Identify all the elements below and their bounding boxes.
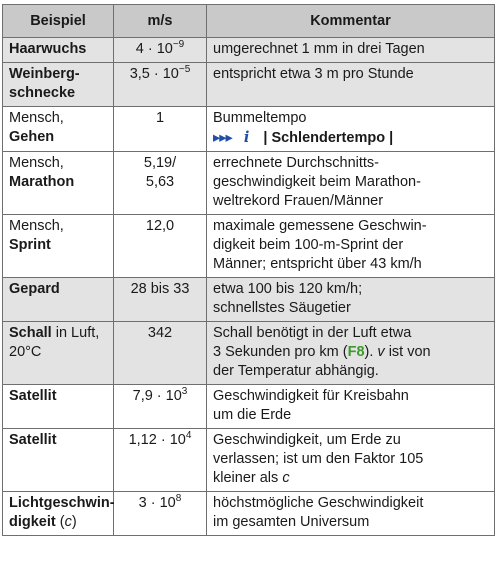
row-name: Satellit — [3, 429, 114, 492]
header-beispiel: Beispiel — [3, 5, 114, 38]
speed-table — [2, 4, 495, 536]
reference-link-f8[interactable]: F8 — [347, 344, 365, 360]
table-row — [3, 63, 495, 107]
row-value: $3,5 \cdot 10^{-5}$ — [114, 63, 207, 107]
row-comment: errechnete Durchschnitts- geschwindigkeit beim Marathon- weltrekord Frauen/Männer — [207, 152, 495, 215]
row-value: $3 \cdot 10^8$ — [114, 492, 207, 536]
row-comment: etwa 100 bis 120 km/h; schnellstes Säugetier — [207, 278, 495, 322]
row-name: Mensch, Marathon — [3, 152, 114, 215]
table-row — [3, 107, 495, 152]
header-kommentar: Kommentar — [207, 5, 495, 38]
row-name: Schall in Luft, 20°C — [3, 322, 114, 385]
table-row — [3, 492, 495, 536]
table-row — [3, 385, 495, 429]
table-row — [3, 38, 495, 63]
row-value: $4 \cdot 10^{-9}$ — [114, 38, 207, 63]
header-ms: m/s — [114, 5, 207, 38]
row-value: 12,0 — [114, 215, 207, 278]
row-name: Mensch, Gehen — [3, 107, 114, 152]
row-name: Satellit — [3, 385, 114, 429]
row-value: 28 bis 33 — [114, 278, 207, 322]
row-value: 5,19/ 5,63 — [114, 152, 207, 215]
table-row — [3, 322, 495, 385]
header-row — [3, 5, 495, 38]
row-value: 1 — [114, 107, 207, 152]
info-icon[interactable]: i — [243, 129, 250, 146]
arrow-icon[interactable]: ▸▸▸ — [213, 130, 232, 146]
row-comment: umgerechnet 1 mm in drei Tagen — [207, 38, 495, 63]
row-name: Mensch, Sprint — [3, 215, 114, 278]
row-comment: Geschwindigkeit für Kreisbahn um die Erde — [207, 385, 495, 429]
row-comment: Bummeltempo ▸▸▸ i | Schlendertempo | — [207, 107, 495, 152]
table-row — [3, 152, 495, 215]
schlendertempo-link[interactable]: | Schlendertempo | — [263, 130, 394, 146]
row-comment: Geschwindigkeit, um Erde zu verlassen; ist um den Faktor 105 kleiner als c — [207, 429, 495, 492]
row-value: 342 — [114, 322, 207, 385]
table-row — [3, 278, 495, 322]
row-name: Haarwuchs — [3, 38, 114, 63]
table-row — [3, 429, 495, 492]
table-row — [3, 215, 495, 278]
row-comment: maximale gemessene Geschwin- digkeit beim 100-m-Sprint der Männer; entspricht über 43 km/h — [207, 215, 495, 278]
row-value: $7,9 \cdot 10^3$ — [114, 385, 207, 429]
row-name: Lichtgeschwin- digkeit (c) — [3, 492, 114, 536]
row-name: Weinberg- schnecke — [3, 63, 114, 107]
row-value: $1,12 \cdot 10^4$ — [114, 429, 207, 492]
row-name: Gepard — [3, 278, 114, 322]
row-comment: Schall benötigt in der Luft etwa 3 Sekunden pro km (F8). v ist von der Temperatur abhängig. — [207, 322, 495, 385]
row-comment: höchstmögliche Geschwindigkeit im gesamten Universum — [207, 492, 495, 536]
row-comment: entspricht etwa 3 m pro Stunde — [207, 63, 495, 107]
